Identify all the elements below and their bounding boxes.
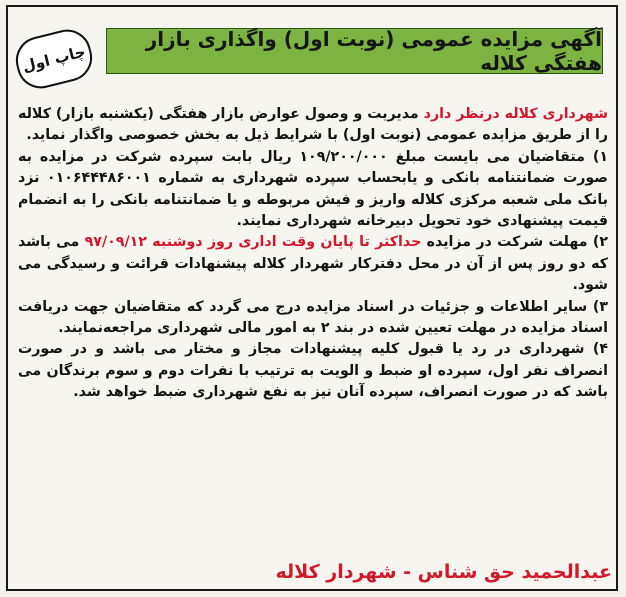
clause-2-part-1: ۲) مهلت شرکت در مزایده [421, 234, 608, 251]
intro-text: مدیریت و وصول عوارض بازار هفتگی (یکشنبه بازار) کلاله را از طریق مزایده عمومی (نوبت اول) با شرایط ذیل به بخش خصوصی واگذار نماید. [18, 106, 608, 144]
clause-1-part-2: واریز و فیش مربوطه و یا ضمانتنامه بانکی را به انضمام قیمت پیشنهادی خود تحویل دبیرخانه شهرداری نمایند. [18, 191, 608, 230]
clause-1-part-1: ۱) متقاضیان می بایست مبلغ ۱۰۹/۲۰۰/۰۰۰ ریال بابت سپرده شرکت در مزایده به صورت ضمانتنامه بانکی و یابحساب سپرده شهرداری به شماره ۰۱۰۶۴۴۴۸۶۰۰۱ نزد بانک ملی شعبه مرکزی کلاله [18, 148, 608, 208]
clause-2 [18, 232, 608, 296]
clause-3: ۳) سایر اطلاعات و جزئیات در اسناد مزایده درج می گردد که متقاضیان جهت دریافت اسناد مزایده در مهلت تعیین شده در بند ۲ به امور مالی شهرداری مراجعه‌نمایند. [18, 298, 608, 337]
clause-2-part-2: می باشد که دو روز پس از آن در محل دفترکار شهردار کلاله پیشنهادات قرائت و رسیدگی می شود. [18, 234, 608, 294]
clause-2-deadline: حداکثر تا پایان وقت اداری روز دوشنبه ۹۷/۰۹/۱۲ [84, 234, 422, 251]
clause-1 [18, 147, 608, 233]
clause-4: ۴) شهرداری در رد یا قبول کلیه پیشنهادات مجاز و مختار می باشد و در صورت انصراف نفر اول، سپرده او ضبط و الویت به ترتیب با نفرات دوم و سوم برندگان می باشد که در صورت انصراف، سپرده آنان نیز به نفع شهرداری ضبط خواهد شد. [18, 341, 608, 401]
intro-paragraph [18, 104, 608, 147]
first-print-badge: چاپ اول [11, 25, 97, 94]
ad-title: آگهی مزایده عمومی (نوبت اول) واگذاری بازار هفتگی کلاله [106, 28, 603, 74]
intro-lead: شهرداری کلاله درنظر دارد [423, 106, 608, 122]
signature: عبدالحمید حق شناس - شهردار کلاله [275, 561, 612, 583]
ad-body [18, 104, 608, 404]
